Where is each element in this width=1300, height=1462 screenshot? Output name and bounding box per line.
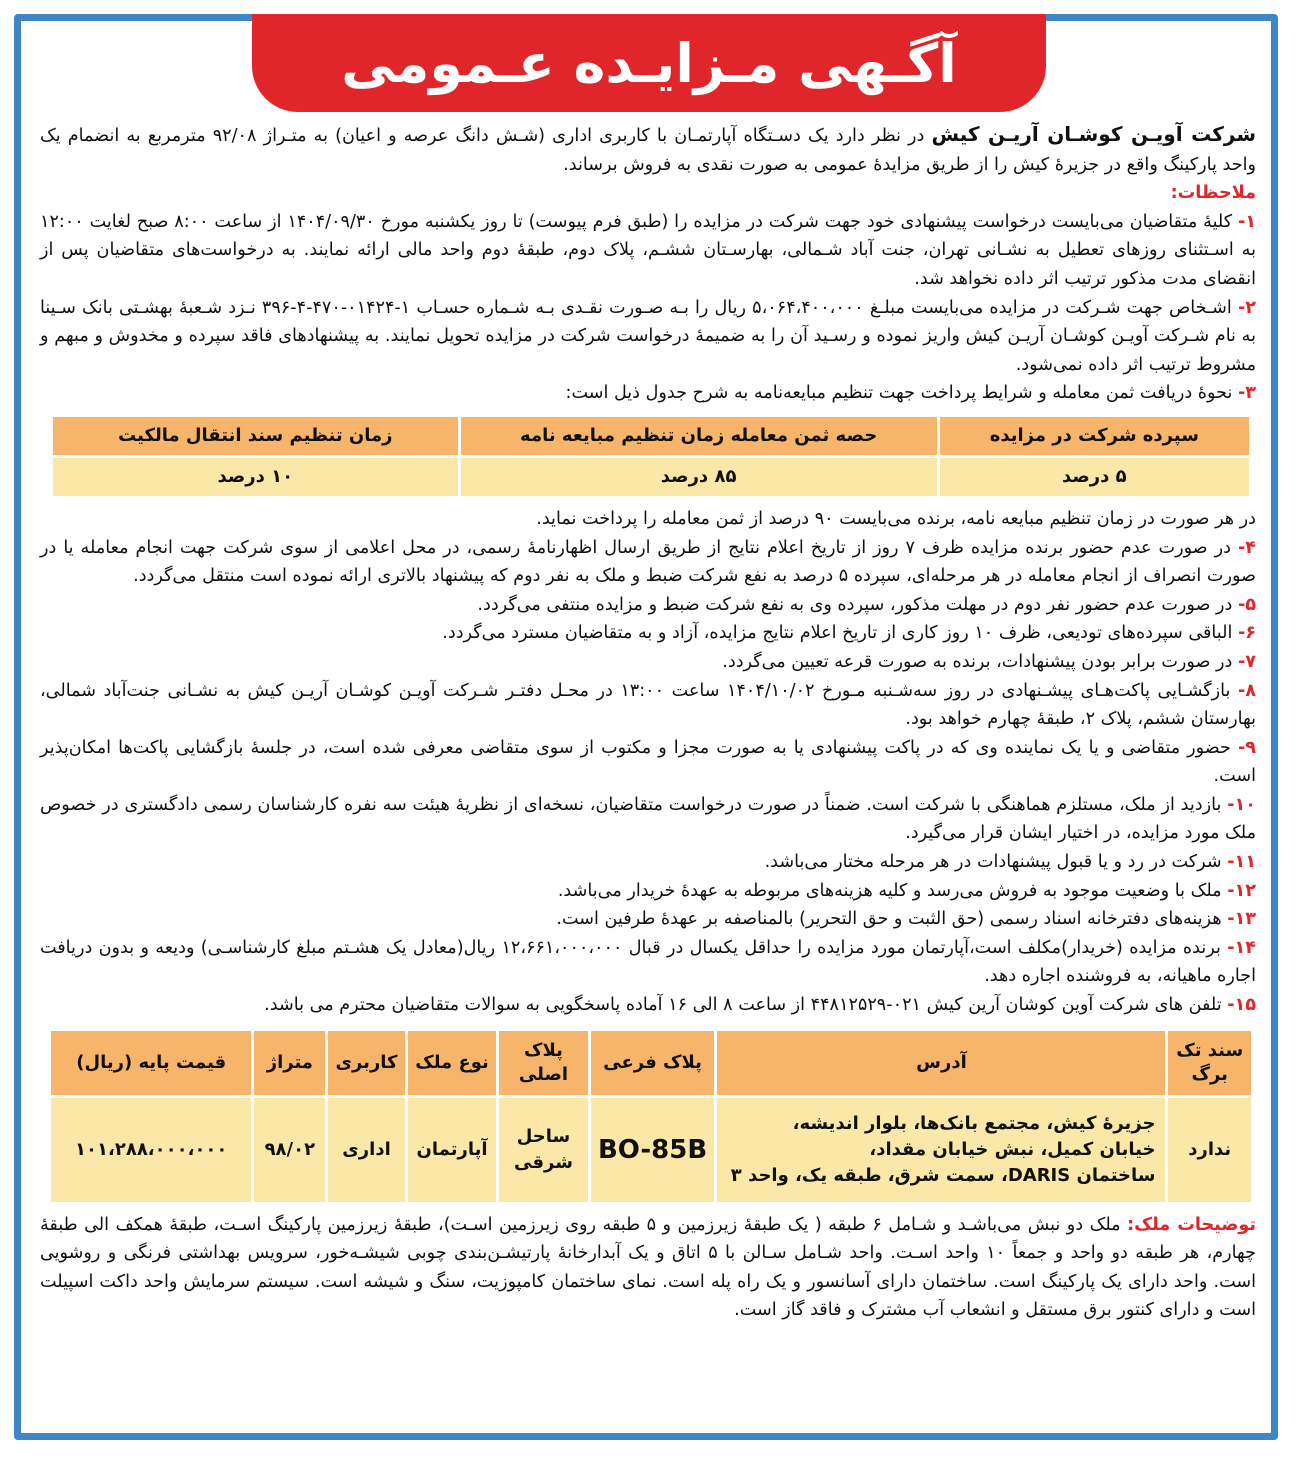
property-header: متراژ <box>254 1031 325 1095</box>
note-item <box>40 379 1256 408</box>
desc-text: ملک دو نبش می‌باشـد و شـامل ۶ طبقه ( یک طبقۀ زیرزمین و ۵ طبقه روی زیرزمین اسـت)، طبقۀ زیرزمین پارکینگ اسـت، طبقۀ همکف الی طبقۀ چهارم، هر طبقه دو واحد و جمعاً ۱۰ واحد اسـت. واحد شـامل سـالن با ۵ اتاق و یک آبدارخانۀ پارتیشـن‌بندی چوبی شیشـه‌خور، سرویس بهداشتی فرنگی و روشویی است. واحد دارای یک پارکینگ است. ساختمان دارای آسانسور و یک راه پله است. نمای ساختمان کامپوزیت، سنگ و شیشه است. سیستم سرمایش واحد داکت اسپیلت است و دارای کنتور برق مستقل و انشعاب آب مشترک و فاقد گاز است. <box>40 1214 1256 1321</box>
payment-value: ۵ درصد <box>940 458 1249 496</box>
main-plate-cell: ساحل شرقی <box>499 1098 587 1202</box>
note-number: ۳- <box>1237 383 1256 404</box>
property-header: قیمت پایه (ریال) <box>51 1031 251 1095</box>
payment-value: ۱۰ درصد <box>53 458 458 496</box>
note-item: ۵- در صورت عدم حضور نفر دوم در مهلت مذکور، سپرده وی به نفع شرکت ضبط و مزایده منتفی می‌گردد. <box>477 594 1256 615</box>
property-header: نوع ملک <box>408 1031 496 1095</box>
note-item: ۷- در صورت برابر بودن پیشنهادات، برنده به صورت قرعه تعیین می‌گردد. <box>722 651 1256 672</box>
usage-cell: اداری <box>328 1098 405 1202</box>
title-banner <box>252 14 1046 112</box>
note-item: ۸- بازگشـایی پاکت‌هـای پیشـنهادی در روز سه‌شـنبه مـورخ ۱۴۰۴/۱۰/۰۲ ساعت ۱۳:۰۰ در محـل دفتـر شـرکت آویـن کوشـان آریـن کیش به نشـانی جنت‌آباد شمالی، بهارستان ششم، پلاک ۲، طبقۀ چهارم خواهد بود. <box>40 680 1256 730</box>
type-cell: آپارتمان <box>408 1098 496 1202</box>
property-description <box>40 1211 1256 1325</box>
note-item: ۱۴- برنده مزایده (خریدار)مکلف است،آپارتمان مورد مزایده را حداقل یکسال در قبال ۱۲،۶۶۱،۰۰۰،۰۰۰ ریال(معادل یک هشـتم مبلغ کارشناسـی) ودیعه و بدون دریافت اجاره ماهیانه، به فروشنده اجاره دهد. <box>40 937 1256 987</box>
property-header: کاربری <box>328 1031 405 1095</box>
area-cell: ۹۸/۰۲ <box>254 1098 325 1202</box>
note-item: ۱۵- تلفن های شرکت آوین کوشان آرین کیش ۰۲۱-۴۴۸۱۲۵۲۹ از ساعت ۸ الی ۱۶ آماده پاسخگویی به سوالات متقاضیان محترم می باشد. <box>264 995 1256 1016</box>
note-number: ۱- <box>1237 211 1256 232</box>
note-item: ۴- در صورت عدم حضور برنده مزایده ظرف ۷ روز از تاریخ اعلام نتایج از طریق ارسال اظهارنامۀ رسمی، در محل اعلامی از سوی شرکت جهت انجام معامله یا در صورت انصراف از انجام معامله در هر مرحله‌ای، سپرده ۵ درصد به نفع شرکت ضبط و ملک به نفر دوم که پیشنهاد بالاتری ارائه نموده است منتقل می‌گردد. <box>40 537 1256 587</box>
ad-content <box>40 120 1256 1325</box>
property-header: پلاک فرعی <box>591 1031 715 1095</box>
address-line: ساختمان DARIS، سمت شرق، طبقه یک، واحد ۳ <box>730 1164 1156 1186</box>
payment-header: سپرده شرکت در مزایده <box>940 417 1249 455</box>
note-item: ۱۱- شرکت در رد و یا قبول پیشنهادات در هر مرحله مختار می‌باشد. <box>764 852 1256 873</box>
payment-table <box>50 414 1252 499</box>
property-header: پلاک اصلی <box>499 1031 587 1095</box>
intro-paragraph <box>40 120 1256 179</box>
note-item: ۶- الباقی سپرده‌های تودیعی، ظرف ۱۰ روز کاری از تاریخ اعلام نتایج مزایده، آزاد و به متقاضیان مسترد می‌گردد. <box>442 623 1256 644</box>
note-text: اشـخاص جهت شـرکت در مزایده می‌بایست مبلـغ ۵،۰۶۴،۴۰۰،۰۰۰ ریال را بـه صـورت نقـدی بـه شـماره حسـاب ۱-۰۱۴۲۴-۴۷۰-۴-۳۹۶ نـزد شـعبۀ بهشـتی بانک سـینا به نام شـرکت آویـن کوشـان آریـن کیش واریز نموده و رسـید آن را به ضمیمۀ درخواست شرکت در مزایده تحویل نمایند. به پیشنهادهای فاقد سپرده و مخدوش و مبهم و مشروط ترتیب اثر داده نمی‌شود. <box>40 297 1256 375</box>
address-line: جزیرۀ کیش، مجتمع بانک‌ها، بلوار اندیشه، <box>792 1112 1156 1134</box>
property-header: آدرس <box>717 1031 1165 1095</box>
note-item: ۱۳- هزینه‌های دفترخانه اسناد رسمی (حق الثبت و حق التحریر) بالمناصفه بر عهدۀ طرفین است. <box>556 909 1256 930</box>
deed-cell: ندارد <box>1168 1098 1251 1202</box>
note-text: نحوۀ دریافت ثمن معامله و شرایط پرداخت جهت تنظیم مبایعه‌نامه به شرح جدول ذیل است: <box>565 383 1238 404</box>
notes-label: ملاحظات: <box>1170 183 1256 204</box>
sub-plate-cell: BO-85B <box>591 1098 715 1202</box>
after-table-text: در هر صورت در زمان تنظیم مبایعه نامه، برنده می‌بایست ۹۰ درصد از ثمن معامله را پرداخت نماید. <box>536 508 1256 529</box>
note-number: ۲- <box>1237 297 1256 318</box>
page-title: آگـهی مـزایـده عـمومی <box>341 31 957 95</box>
property-header: سند تک برگ <box>1168 1031 1251 1095</box>
intro-text: در نظر دارد یک دسـتگاه آپارتمـان با کاربری اداری (شـش دانگ عرصه و اعیان) به متـراژ ۹۲/۰۸ مترمربع به انضمام یک واحد پارکینگ واقع در جزیرۀ کیش را از طریق مزایدۀ عمومی به صورت نقدی به فروش برساند. <box>40 126 1256 175</box>
company-name: شرکت آویـن کوشـان آریـن کیش <box>931 122 1256 146</box>
note-item: ۱۲- ملک با وضعیت موجود به فروش می‌رسد و کلیه هزینه‌های مربوطه به عهدۀ خریدار می‌باشد. <box>557 880 1256 901</box>
note-item: ۱۰- بازدید از ملک، مستلزم هماهنگی با شرکت است. ضمناً در صورت درخواست متقاضیان، نسخه‌ای از نظریۀ هیئت سه نفره کارشناسان رسمی دادگستری در خصوص ملک مورد مزایده، در اختیار ایشان قرار می‌گیرد. <box>40 794 1256 844</box>
payment-value: ۸۵ درصد <box>461 458 937 496</box>
address-cell <box>717 1098 1165 1202</box>
note-item <box>40 294 1256 380</box>
payment-header: زمان تنظیم سند انتقال مالکیت <box>53 417 458 455</box>
desc-label: توضیحات ملک: <box>1127 1214 1256 1235</box>
property-table <box>48 1028 1254 1205</box>
note-item: ۹- حضور متقاضی و یا یک نماینده وی که در پاکت پیشنهادی یا به صورت مجزا و مکتوب از سوی متقاضی معرفی شده است، در جلسۀ بازگشایی پاکت‌ها امکان‌پذیر است. <box>40 737 1256 787</box>
note-item <box>40 208 1256 294</box>
payment-header: حصه ثمن معامله زمان تنظیم مبایعه نامه <box>461 417 937 455</box>
note-text: کلیۀ متقاضیان می‌بایست درخواست پیشنهادی خود جهت شرکت در مزایده را (طبق فرم پیوست) تا روز یکشنبه مورخ ۱۴۰۴/۰۹/۳۰ از ساعت ۸:۰۰ صبح لغایت ۱۲:۰۰ به اسـتثنای روزهای تعطیل به نشـانی تهران، جنت آباد شـمالی، بهارسـتان ششـم، پلاک دوم، طبقۀ دوم واحد مالی ارائه نمایند. به درخواست‌های متقاضیان پس از انقضای مدت مذکور ترتیب اثر داده نخواهد شد. <box>40 211 1256 289</box>
address-line: خیابان کمیل، نبش خیابان مقداد، <box>869 1138 1156 1160</box>
base-price-cell: ۱۰۱،۲۸۸،۰۰۰،۰۰۰ <box>51 1098 251 1202</box>
